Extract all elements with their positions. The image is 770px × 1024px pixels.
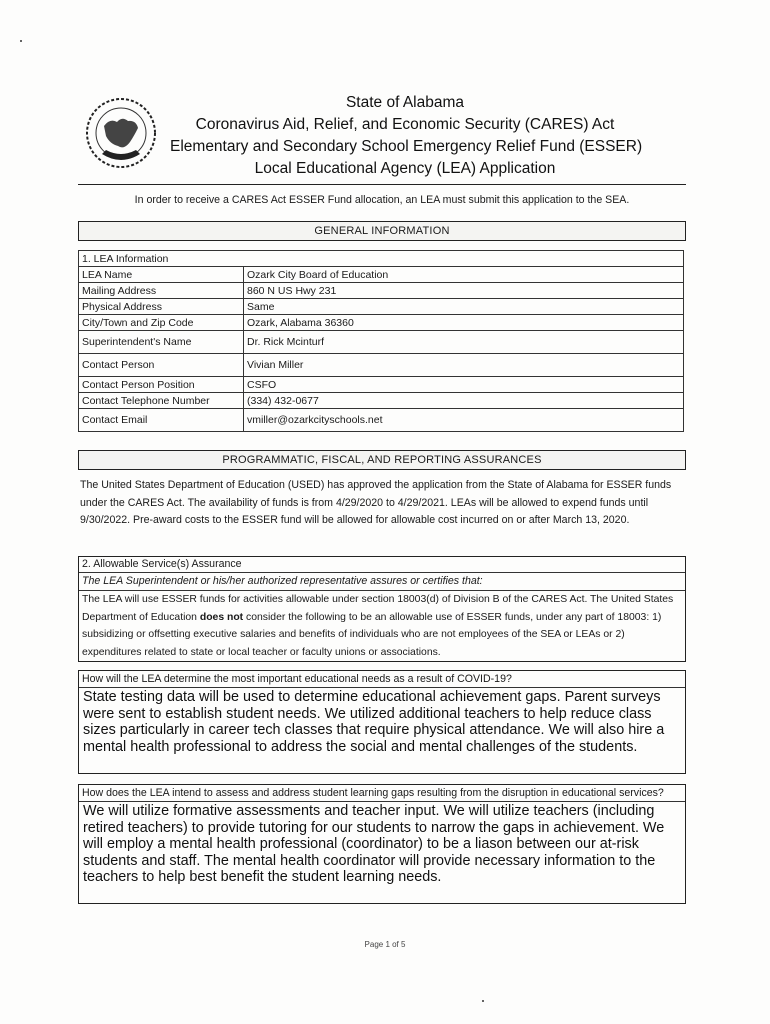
- table-row: [79, 331, 684, 354]
- row-label: Contact Telephone Number: [79, 393, 244, 409]
- assurance-body-end: consider the following to be an allowable use of ESSER funds, under any part of 18003: 1) subsidizing or offsetting executive salaries and benefits of individuals who are not employees of the SEA or LEAs or 2) expenditures related to state or local teacher or faculty unions or associations.: [82, 611, 662, 658]
- row-label: City/Town and Zip Code: [79, 315, 244, 331]
- row-label: Superintendent's Name: [79, 331, 244, 354]
- title-line-esser: Elementary and Secondary School Emergency Relief Fund (ESSER): [170, 138, 643, 155]
- assurance-body: [79, 591, 685, 661]
- table-row: [79, 377, 684, 393]
- assurance-body-emphasis: does not: [199, 611, 244, 623]
- table-row: [79, 267, 684, 283]
- approval-paragraph: The United States Department of Education (USED) has approved the application from the State of Alabama for ESSER funds under the CARES Act. The availability of funds is from 4/29/2020 to 4/29/2021. LEAs will be allowed to expend funds until 9/30/2022. Pre-award costs to the ESSER fund will be allowed for allowable cost incurred on or after March 13, 2020.: [80, 479, 672, 526]
- row-value: Same: [244, 299, 684, 315]
- section-programmatic-assurances: [78, 450, 686, 470]
- intro-text: In order to receive a CARES Act ESSER Fund allocation, an LEA must submit this application to the SEA.: [134, 194, 630, 206]
- question-2-text: How does the LEA intend to assess and address student learning gaps resulting from the disruption in educational services?: [79, 785, 685, 802]
- row-value: vmiller@ozarkcityschools.net: [244, 409, 684, 432]
- row-value: Ozark, Alabama 36360: [244, 315, 684, 331]
- document-title: [170, 92, 643, 180]
- table-row: [79, 251, 684, 267]
- scan-speck: [20, 40, 22, 42]
- title-line-lea: Local Educational Agency (LEA) Application: [254, 160, 556, 177]
- answer-1-text: State testing data will be used to determine educational achievement gaps. Parent surveys were sent to establish student needs. We utilized additional teachers to help reduce class sizes particularly in career tech classes that require physical attendance. We will also hire a mental health professional to address the social and mental challenges of the students.: [83, 689, 665, 755]
- row-value: Ozark City Board of Education: [244, 267, 684, 283]
- lea-information-table: [78, 250, 684, 432]
- row-value: Vivian Miller: [244, 354, 684, 377]
- lea-info-heading: 1. LEA Information: [79, 251, 684, 267]
- question-learning-gaps: [78, 784, 686, 904]
- row-label: Contact Person Position: [79, 377, 244, 393]
- row-label: Physical Address: [79, 299, 244, 315]
- table-row: [79, 299, 684, 315]
- table-row: [79, 393, 684, 409]
- table-row: [79, 409, 684, 432]
- row-label: Contact Person: [79, 354, 244, 377]
- question-1-text: How will the LEA determine the most important educational needs as a result of COVID-19?: [79, 671, 685, 688]
- row-label: Mailing Address: [79, 283, 244, 299]
- title-line-cares: Coronavirus Aid, Relief, and Economic Security (CARES) Act: [195, 116, 615, 133]
- scan-speck: [482, 1000, 484, 1002]
- row-label: LEA Name: [79, 267, 244, 283]
- assurance-body-start: The LEA will use ESSER funds for activities allowable under section 18003(d) of Division B of the CARES Act. The United States Department of Education: [82, 594, 674, 623]
- row-value: (334) 432-0677: [244, 393, 684, 409]
- state-seal-logo: [84, 96, 158, 170]
- table-row: [79, 283, 684, 299]
- answer-2-text: We will utilize formative assessments and teacher input. We will utilize teachers (including retired teachers) to provide tutoring for our students to narrow the gaps in achievement. We will employ a mental health professional (coordinator) to be a liason between our at-risk students and staff. The mental health coordinator will provide necessary information to the teachers to help best benefit the student learning needs.: [83, 803, 665, 885]
- row-value: CSFO: [244, 377, 684, 393]
- assurance-certification: The LEA Superintendent or his/her authorized representative assures or certifies that:: [79, 573, 685, 591]
- title-divider: [78, 184, 686, 185]
- title-line-state: State of Alabama: [345, 94, 465, 111]
- table-row: [79, 315, 684, 331]
- page-number: Page 1 of 5: [364, 940, 406, 949]
- section-general-label: GENERAL INFORMATION: [314, 225, 450, 237]
- row-value: Dr. Rick Mcinturf: [244, 331, 684, 354]
- question-educational-needs: [78, 670, 686, 774]
- section-programmatic-label: PROGRAMMATIC, FISCAL, AND REPORTING ASSURANCES: [222, 454, 542, 466]
- assurance-heading: 2. Allowable Service(s) Assurance: [79, 557, 685, 573]
- allowable-service-assurance: [78, 556, 686, 662]
- row-label: Contact Email: [79, 409, 244, 432]
- section-general-information: [78, 221, 686, 241]
- row-value: 860 N US Hwy 231: [244, 283, 684, 299]
- table-row: [79, 354, 684, 377]
